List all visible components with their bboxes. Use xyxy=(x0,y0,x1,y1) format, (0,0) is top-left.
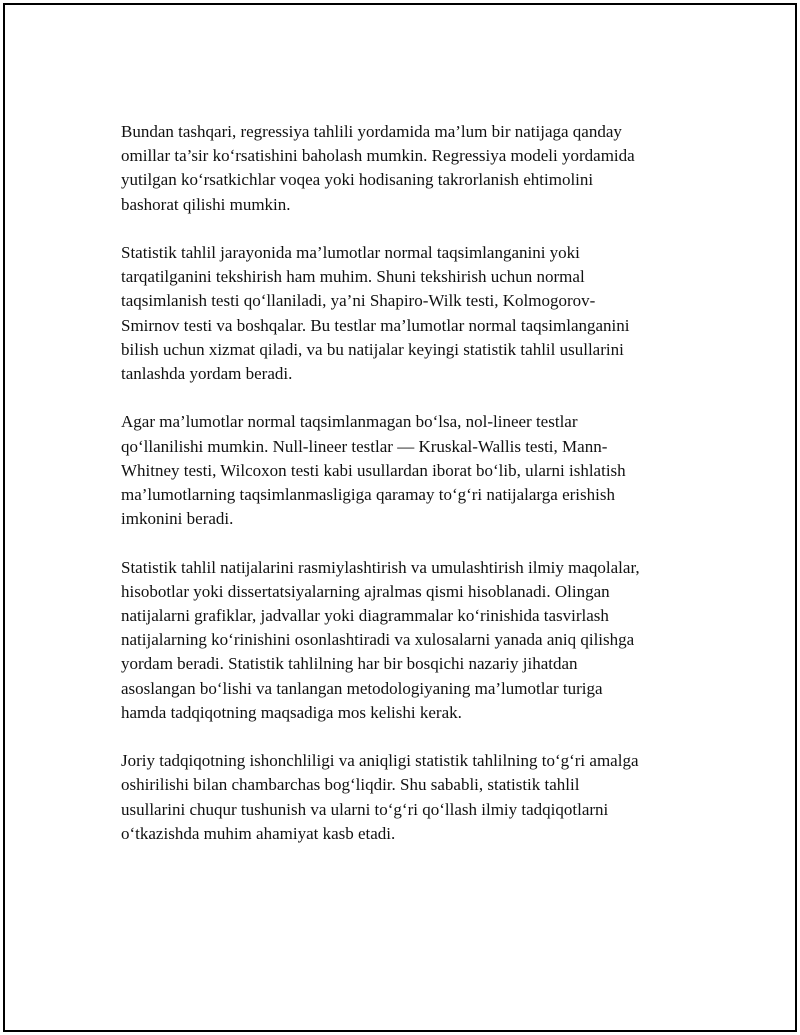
page-frame xyxy=(3,3,797,1032)
paragraph-nonparametric xyxy=(121,410,701,531)
text-line: Bundan tashqari, regressiya tahlili yordamida ma’lum bir natijaga qanday xyxy=(121,122,622,141)
paragraph-regression xyxy=(121,120,701,217)
text-line: hamda tadqiqotning maqsadiga mos kelishi kerak. xyxy=(121,702,462,722)
text-line: ma’lumotlarning taqsimlanmasligiga qaramay to‘g‘ri natijalarga erishish xyxy=(121,485,615,505)
text-line: Agar ma’lumotlar normal taqsimlanmagan bo‘lsa, nol-lineer testlar xyxy=(121,412,578,432)
text-line: natijalarni grafiklar, jadvallar yoki diagrammalar ko‘rinishida tasvirlash xyxy=(121,606,609,626)
text-line: Statistik tahlil jarayonida ma’lumotlar normal taqsimlanganini yoki xyxy=(121,243,580,262)
paragraph-conclusion xyxy=(121,749,701,846)
text-line: imkonini beradi. xyxy=(121,509,234,529)
text-line: Joriy tadqiqotning ishonchliligi va aniqligi statistik tahlilning to‘g‘ri amalga xyxy=(121,751,639,771)
text-line: omillar ta’sir ko‘rsatishini baholash mumkin. Regressiya modeli yordamida xyxy=(121,146,635,166)
text-line: yutilgan ko‘rsatkichlar voqea yoki hodisaning takrorlanish ehtimolini xyxy=(121,170,594,190)
text-line: qo‘llanilishi mumkin. Null-lineer testlar — Kruskal-Wallis testi, Mann- xyxy=(121,436,608,456)
text-line: Whitney testi, Wilcoxon testi kabi usullardan iborat bo‘lib, ularni ishlatish xyxy=(121,460,626,480)
text-line: bilish uchun xizmat qiladi, va bu natijalar keyingi statistik tahlil usullarini xyxy=(121,339,624,359)
paragraph-reporting xyxy=(121,556,701,725)
text-line: taqsimlanish testi qo‘llaniladi, ya’ni Shapiro-Wilk testi, Kolmogorov- xyxy=(121,291,596,311)
text-line: o‘tkazishda muhim ahamiyat kasb etadi. xyxy=(121,823,396,843)
text-line: natijalarning ko‘rinishini osonlashtiradi va xulosalarni yanada aniq qilishga xyxy=(121,630,635,650)
text-line: yordam beradi. Statistik tahlilning har bir bosqichi nazariy jihatdan xyxy=(121,654,578,674)
text-line: hisobotlar yoki dissertatsiyalarning ajralmas qismi hisoblanadi. Olingan xyxy=(121,581,610,601)
text-line: Smirnov testi va boshqalar. Bu testlar ma’lumotlar normal taqsimlanganini xyxy=(121,315,630,335)
text-line: usullarini chuqur tushunish va ularni to‘g‘ri qo‘llash ilmiy tadqiqotlarni xyxy=(121,799,609,819)
paragraph-normality xyxy=(121,241,701,386)
text-line: tanlashda yordam beradi. xyxy=(121,364,293,384)
document-body xyxy=(121,120,701,870)
text-line: bashorat qilishi mumkin. xyxy=(121,194,291,214)
text-line: asoslangan bo‘lishi va tanlangan metodologiyaning ma’lumotlar turiga xyxy=(121,678,603,698)
text-line: Statistik tahlil natijalarini rasmiylashtirish va umulashtirish ilmiy maqolalar, xyxy=(121,557,640,577)
text-line: oshirilishi bilan chambarchas bog‘liqdir. Shu sababli, statistik tahlil xyxy=(121,775,580,795)
text-line: tarqatilganini tekshirish ham muhim. Shuni tekshirish uchun normal xyxy=(121,267,585,287)
